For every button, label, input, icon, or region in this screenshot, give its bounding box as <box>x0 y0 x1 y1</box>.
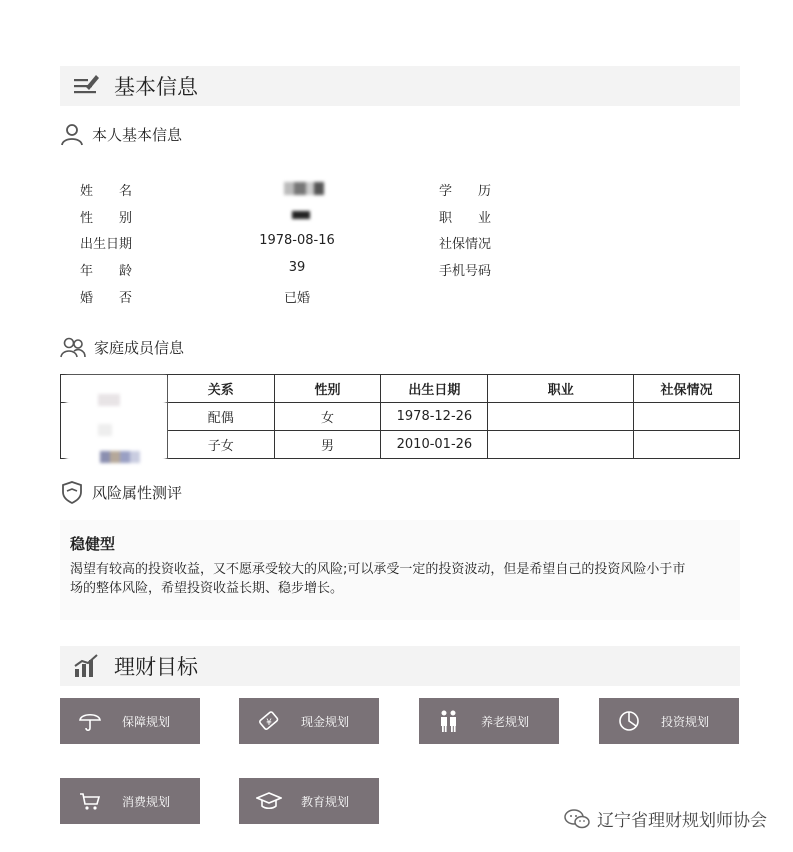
wechat-icon <box>563 807 591 831</box>
label-married: 婚 否 <box>80 291 133 306</box>
financial-goals-section-bar <box>60 646 740 686</box>
table-header-relation: 关系 <box>167 375 274 403</box>
label-gender: 性 别 <box>80 211 133 226</box>
risk-heading <box>60 480 182 504</box>
table-cell-occupation <box>488 403 634 431</box>
table-cell-gender: 女 <box>274 403 381 431</box>
person-icon <box>60 122 84 146</box>
shopping-cart-icon <box>70 789 110 813</box>
family-icon <box>60 335 86 359</box>
self-info-heading-text: 本人基本信息 <box>92 125 183 144</box>
table-cell-birthdate: 2010-01-26 <box>381 431 488 459</box>
pie-chart-icon <box>609 709 649 733</box>
table-header-birthdate: 出生日期 <box>381 375 488 403</box>
value-married: 已婚 <box>283 291 310 306</box>
label-name: 姓 名 <box>80 184 133 199</box>
shield-icon <box>60 480 84 504</box>
table-header-occupation: 职业 <box>488 375 634 403</box>
goal-button-consumption[interactable] <box>60 778 200 824</box>
label-age: 年 龄 <box>80 264 133 279</box>
goal-button-retirement[interactable] <box>419 698 559 744</box>
redacted-child-name-2 <box>100 451 140 463</box>
goal-label: 现金规划 <box>300 714 349 729</box>
goal-label: 投资规划 <box>660 714 709 729</box>
table-header-gender: 性别 <box>274 375 381 403</box>
risk-description: 渴望有较高的投资收益，又不愿承受较大的风险;可以承受一定的投资波动，但是希望自己的投资风险小于市场的整体风险，希望投资收益长期、稳步增长。 <box>70 562 686 596</box>
graduation-cap-icon <box>249 789 289 813</box>
label-occupation: 职 业 <box>439 211 492 226</box>
edit-document-icon <box>72 73 100 99</box>
label-phone: 手机号码 <box>439 264 492 279</box>
goal-button-investment[interactable] <box>599 698 739 744</box>
label-education: 学 历 <box>439 184 492 199</box>
table-cell-gender: 男 <box>274 431 381 459</box>
money-icon <box>249 709 289 733</box>
bar-chart-icon <box>72 653 100 679</box>
risk-heading-text: 风险属性测评 <box>92 483 183 502</box>
table-cell-relation: 配偶 <box>167 403 274 431</box>
risk-type: 稳健型 <box>70 535 116 553</box>
table-cell-occupation <box>488 431 634 459</box>
redacted-gender <box>292 211 310 219</box>
family-info-heading-text: 家庭成员信息 <box>94 338 185 357</box>
self-info-heading <box>60 122 182 146</box>
goal-label: 消费规划 <box>121 794 170 809</box>
elderly-couple-icon <box>429 709 469 733</box>
umbrella-icon <box>70 709 110 733</box>
goal-label: 教育规划 <box>300 794 349 809</box>
section-title-financial-goals: 理财目标 <box>114 655 198 679</box>
redacted-name <box>284 182 324 195</box>
goal-label: 养老规划 <box>480 714 529 729</box>
value-birthdate: 1978-08-16 <box>259 233 335 248</box>
goal-button-cash[interactable] <box>239 698 379 744</box>
redacted-spouse-name <box>98 394 120 406</box>
table-cell-birthdate: 1978-12-26 <box>381 403 488 431</box>
table-cell-relation: 子女 <box>167 431 274 459</box>
label-social-insurance: 社保情况 <box>439 237 492 252</box>
watermark <box>563 806 767 831</box>
goal-label: 保障规划 <box>121 714 170 729</box>
goal-button-education[interactable] <box>239 778 379 824</box>
basic-info-section-bar <box>60 66 740 106</box>
label-birthdate: 出生日期 <box>80 237 133 252</box>
family-info-heading <box>60 335 184 359</box>
watermark-text: 辽宁省理财规划师协会 <box>597 811 767 831</box>
table-cell-insurance <box>634 403 740 431</box>
svg-text:¥: ¥ <box>266 718 272 728</box>
table-cell-insurance <box>634 431 740 459</box>
goal-button-protection[interactable] <box>60 698 200 744</box>
table-header-insurance: 社保情况 <box>634 375 740 403</box>
redacted-child-name <box>98 424 112 436</box>
section-title-basic-info: 基本信息 <box>114 75 198 99</box>
value-age: 39 <box>288 260 306 275</box>
